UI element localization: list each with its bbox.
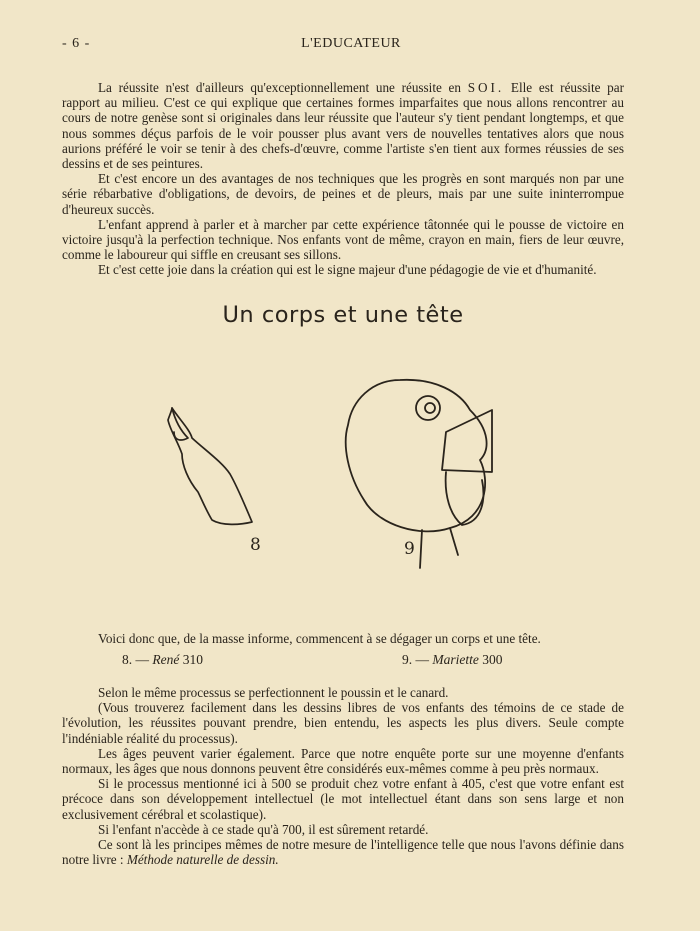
caption-score: 310 [179, 652, 203, 667]
paragraph [62, 80, 624, 171]
figure-label-9: 9 [404, 539, 415, 559]
drawing-9-eye-outer [416, 396, 440, 420]
caption-number: 8. — [122, 652, 153, 667]
page-header [62, 34, 640, 56]
paragraph: Et c'est cette joie dans la création qui est le signe majeur d'une pédagogie de vie et d'humanité. [98, 262, 597, 278]
drawing-9-neck [420, 528, 458, 568]
caption-left [122, 652, 203, 668]
figure-label-8: 8 [250, 535, 261, 555]
figure-commentary [62, 631, 624, 646]
caption-right [402, 652, 503, 668]
section-title: Un corps et une tête [222, 302, 464, 328]
caption-name: René [152, 652, 180, 667]
drawing-9-eye-inner [425, 403, 435, 413]
paragraph: Voici donc que, de la masse informe, commencent à se dégager un corps et une tête. [98, 631, 541, 646]
caption-score: 300 [478, 652, 503, 667]
figure-captions [62, 652, 624, 670]
body-text [62, 685, 624, 867]
drawing-8-body [168, 408, 252, 524]
drawing-9-beak [442, 410, 492, 472]
intro-text [62, 80, 624, 278]
paragraph-text: La réussite n'est d'ailleurs qu'exceptionnellement une réussite en [98, 80, 468, 95]
paragraph: Les âges peuvent varier également. Parce que notre enquête porte sur une moyenne d'enfants normaux, les âges que nous donnons peuvent être considérés eux-mêmes comme à peu près normaux. [62, 745, 624, 777]
book-title: Méthode naturelle de dessin. [126, 852, 279, 868]
paragraph: Et c'est encore un des avantages de nos techniques que les progrès en sont marqués non par une série rébarbative d'obligations, de devoirs, de peines et de pleurs, mais par une suite ininterrompue d'heureux succès. [62, 171, 624, 217]
drawings-figure [150, 370, 530, 580]
paragraph: L'enfant apprend à parler et à marcher par cette expérience tâtonnée qui le pousse de victoire en victoire jusqu'à la perfection technique. Nos enfants vont de même, crayon en main, fiers de leur œuvre, comme le laboureur qui siffle en creusant ses sillons. [62, 216, 624, 263]
caption-number: 9. — [402, 652, 433, 667]
paragraph: (Vous trouverez facilement dans les dessins libres de vos enfants des témoins de ce stade de l'évolution, les réussites pouvant prendre, bien entendu, les aspects les plus divers. Seule compte l'indéniable réalité du processus). [62, 700, 624, 746]
paragraph-text: Elle est réussite par rapport au milieu. C'est ce qui explique que certaines formes imparfaites que nous allons rencontrer au cours de notre genèse sont si originales dans leur réussite que l'auteur s'y tient pendant longtemps, et que nous sommes déçus parfois de le voir pousser plus avant vers de nouvelles tentatives alors que nous aurions préféré le voir se tenir à des chefs-d'œuvre, comme l'artiste s'en tient aux formes réussies de ses dessins et de ses peintures. [62, 80, 624, 172]
children-drawings [150, 370, 530, 580]
drawing-9-head [346, 380, 487, 532]
paragraph: Si l'enfant n'accède à ce stade qu'à 700, il est sûrement retardé. [98, 821, 429, 837]
running-title: L'EDUCATEUR [301, 36, 401, 51]
paragraph: Si le processus mentionné ici à 500 se produit chez votre enfant à 405, c'est que votre enfant est précoce dans son développement intellectuel (le mot intellectuel étant dans son sens large et non exclusivement cérébral et scolastique). [62, 776, 624, 822]
page-number: - 6 - [62, 36, 91, 51]
emphasis-soi: SOI. [467, 80, 505, 95]
caption-name: Mariette [432, 652, 479, 667]
drawing-9-wattle [446, 472, 484, 525]
paragraph-text: Ce sont là les principes mêmes de notre mesure de l'intelligence telle que nous l'avons définie dans notre livre : [62, 837, 624, 868]
paragraph [62, 837, 624, 867]
paragraph: Selon le même processus se perfectionnent le poussin et le canard. [98, 685, 449, 700]
